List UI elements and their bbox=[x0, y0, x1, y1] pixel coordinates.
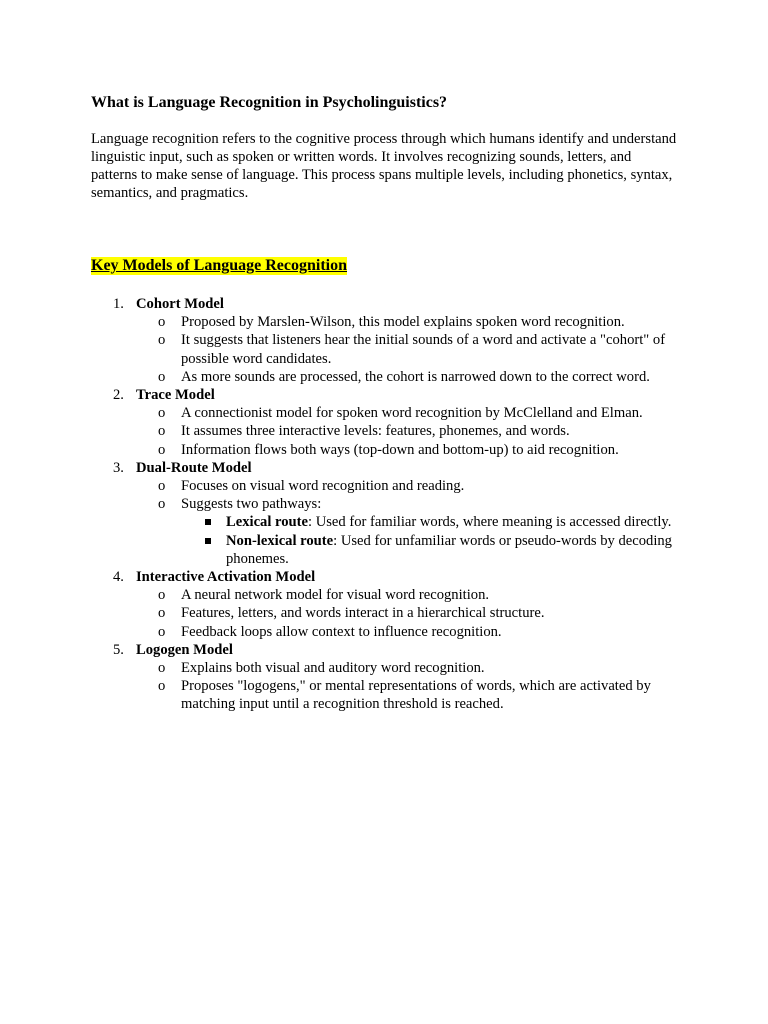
model-point-text: A neural network model for visual word recognition. bbox=[181, 587, 490, 604]
hollow-bullet-icon: o bbox=[158, 478, 166, 495]
model-point bbox=[136, 586, 678, 604]
hollow-bullet-icon: o bbox=[158, 441, 166, 458]
model-point bbox=[136, 677, 678, 713]
hollow-bullet-icon: o bbox=[158, 678, 166, 695]
sub-point-text: : Used for unfamiliar words or pseudo-words by decoding phonemes. bbox=[226, 532, 672, 567]
model-point-text: Explains both visual and auditory word recognition. bbox=[181, 660, 485, 677]
square-bullet-icon bbox=[205, 519, 211, 525]
model-number: 3. bbox=[113, 459, 124, 476]
sub-points bbox=[181, 513, 678, 568]
sub-point bbox=[181, 532, 678, 568]
sub-point bbox=[181, 513, 678, 531]
model-point bbox=[136, 604, 678, 622]
model-point-text: Suggests two pathways: bbox=[181, 496, 322, 513]
hollow-bullet-icon: o bbox=[158, 605, 166, 622]
model-name: Cohort Model bbox=[136, 296, 224, 312]
model-number: 1. bbox=[113, 296, 124, 312]
hollow-bullet-icon: o bbox=[158, 332, 166, 349]
hollow-bullet-icon: o bbox=[158, 496, 166, 513]
models-list bbox=[91, 295, 678, 714]
model-point-text: It suggests that listeners hear the initial sounds of a word and activate a "cohort" of possible word candidates. bbox=[181, 332, 666, 367]
model-point-text: Feedback loops allow context to influence recognition. bbox=[181, 623, 502, 640]
section-heading: Key Models of Language Recognition bbox=[91, 257, 347, 274]
model-point bbox=[136, 623, 678, 641]
model-name: Trace Model bbox=[136, 387, 215, 404]
model-point-text: Features, letters, and words interact in a hierarchical structure. bbox=[181, 605, 545, 622]
hollow-bullet-icon: o bbox=[158, 314, 166, 331]
sub-point-term: Non-lexical route bbox=[226, 532, 334, 549]
model-point bbox=[136, 313, 678, 331]
model-point bbox=[136, 404, 678, 422]
model-number: 2. bbox=[113, 387, 124, 404]
model-points bbox=[136, 586, 678, 641]
hollow-bullet-icon: o bbox=[158, 660, 166, 677]
model-point-text: It assumes three interactive levels: features, phonemes, and words. bbox=[181, 423, 570, 440]
hollow-bullet-icon: o bbox=[158, 368, 166, 385]
model-point-text: Focuses on visual word recognition and reading. bbox=[181, 478, 465, 495]
model-name: Logogen Model bbox=[136, 641, 233, 658]
model-point bbox=[136, 495, 678, 568]
model-points bbox=[136, 404, 678, 459]
model-point bbox=[136, 441, 678, 459]
model-list-item bbox=[91, 386, 678, 459]
model-point bbox=[136, 659, 678, 677]
model-name: Dual-Route Model bbox=[136, 459, 252, 476]
model-point bbox=[136, 331, 678, 367]
document-title: What is Language Recognition in Psycholinguistics? bbox=[91, 94, 448, 111]
sub-point-term: Lexical route bbox=[226, 514, 309, 531]
intro-paragraph: Language recognition refers to the cognitive process through which humans identify and understand linguistic input, such as spoken or written words. It involves recognizing sounds, letters, and patterns to make sense of language. This process spans multiple levels, including phonetics, syntax, semantics, and pragmatics. bbox=[91, 131, 677, 201]
square-bullet-icon bbox=[205, 538, 211, 544]
model-list-item bbox=[91, 295, 678, 386]
model-points bbox=[136, 313, 678, 386]
hollow-bullet-icon: o bbox=[158, 587, 166, 604]
model-point-text: Proposed by Marslen-Wilson, this model explains spoken word recognition. bbox=[181, 314, 625, 331]
model-list-item bbox=[91, 568, 678, 641]
model-name: Interactive Activation Model bbox=[136, 569, 316, 586]
model-point-text: As more sounds are processed, the cohort is narrowed down to the correct word. bbox=[181, 368, 650, 385]
model-points bbox=[136, 659, 678, 714]
hollow-bullet-icon: o bbox=[158, 423, 166, 440]
model-number: 5. bbox=[113, 641, 124, 658]
model-point bbox=[136, 422, 678, 440]
sub-point-text: : Used for familiar words, where meaning is accessed directly. bbox=[308, 514, 672, 531]
model-point-text: A connectionist model for spoken word recognition by McClelland and Elman. bbox=[181, 405, 643, 422]
hollow-bullet-icon: o bbox=[158, 405, 166, 422]
model-point-text: Information flows both ways (top-down and bottom-up) to aid recognition. bbox=[181, 441, 619, 458]
model-list-item bbox=[91, 459, 678, 568]
model-list-item bbox=[91, 641, 678, 714]
model-points bbox=[136, 477, 678, 568]
hollow-bullet-icon: o bbox=[158, 623, 166, 640]
model-point bbox=[136, 477, 678, 495]
model-point bbox=[136, 368, 678, 386]
model-point-text: Proposes "logogens," or mental representations of words, which are activated by matching input until a recognition threshold is reached. bbox=[181, 678, 651, 713]
model-number: 4. bbox=[113, 569, 124, 586]
